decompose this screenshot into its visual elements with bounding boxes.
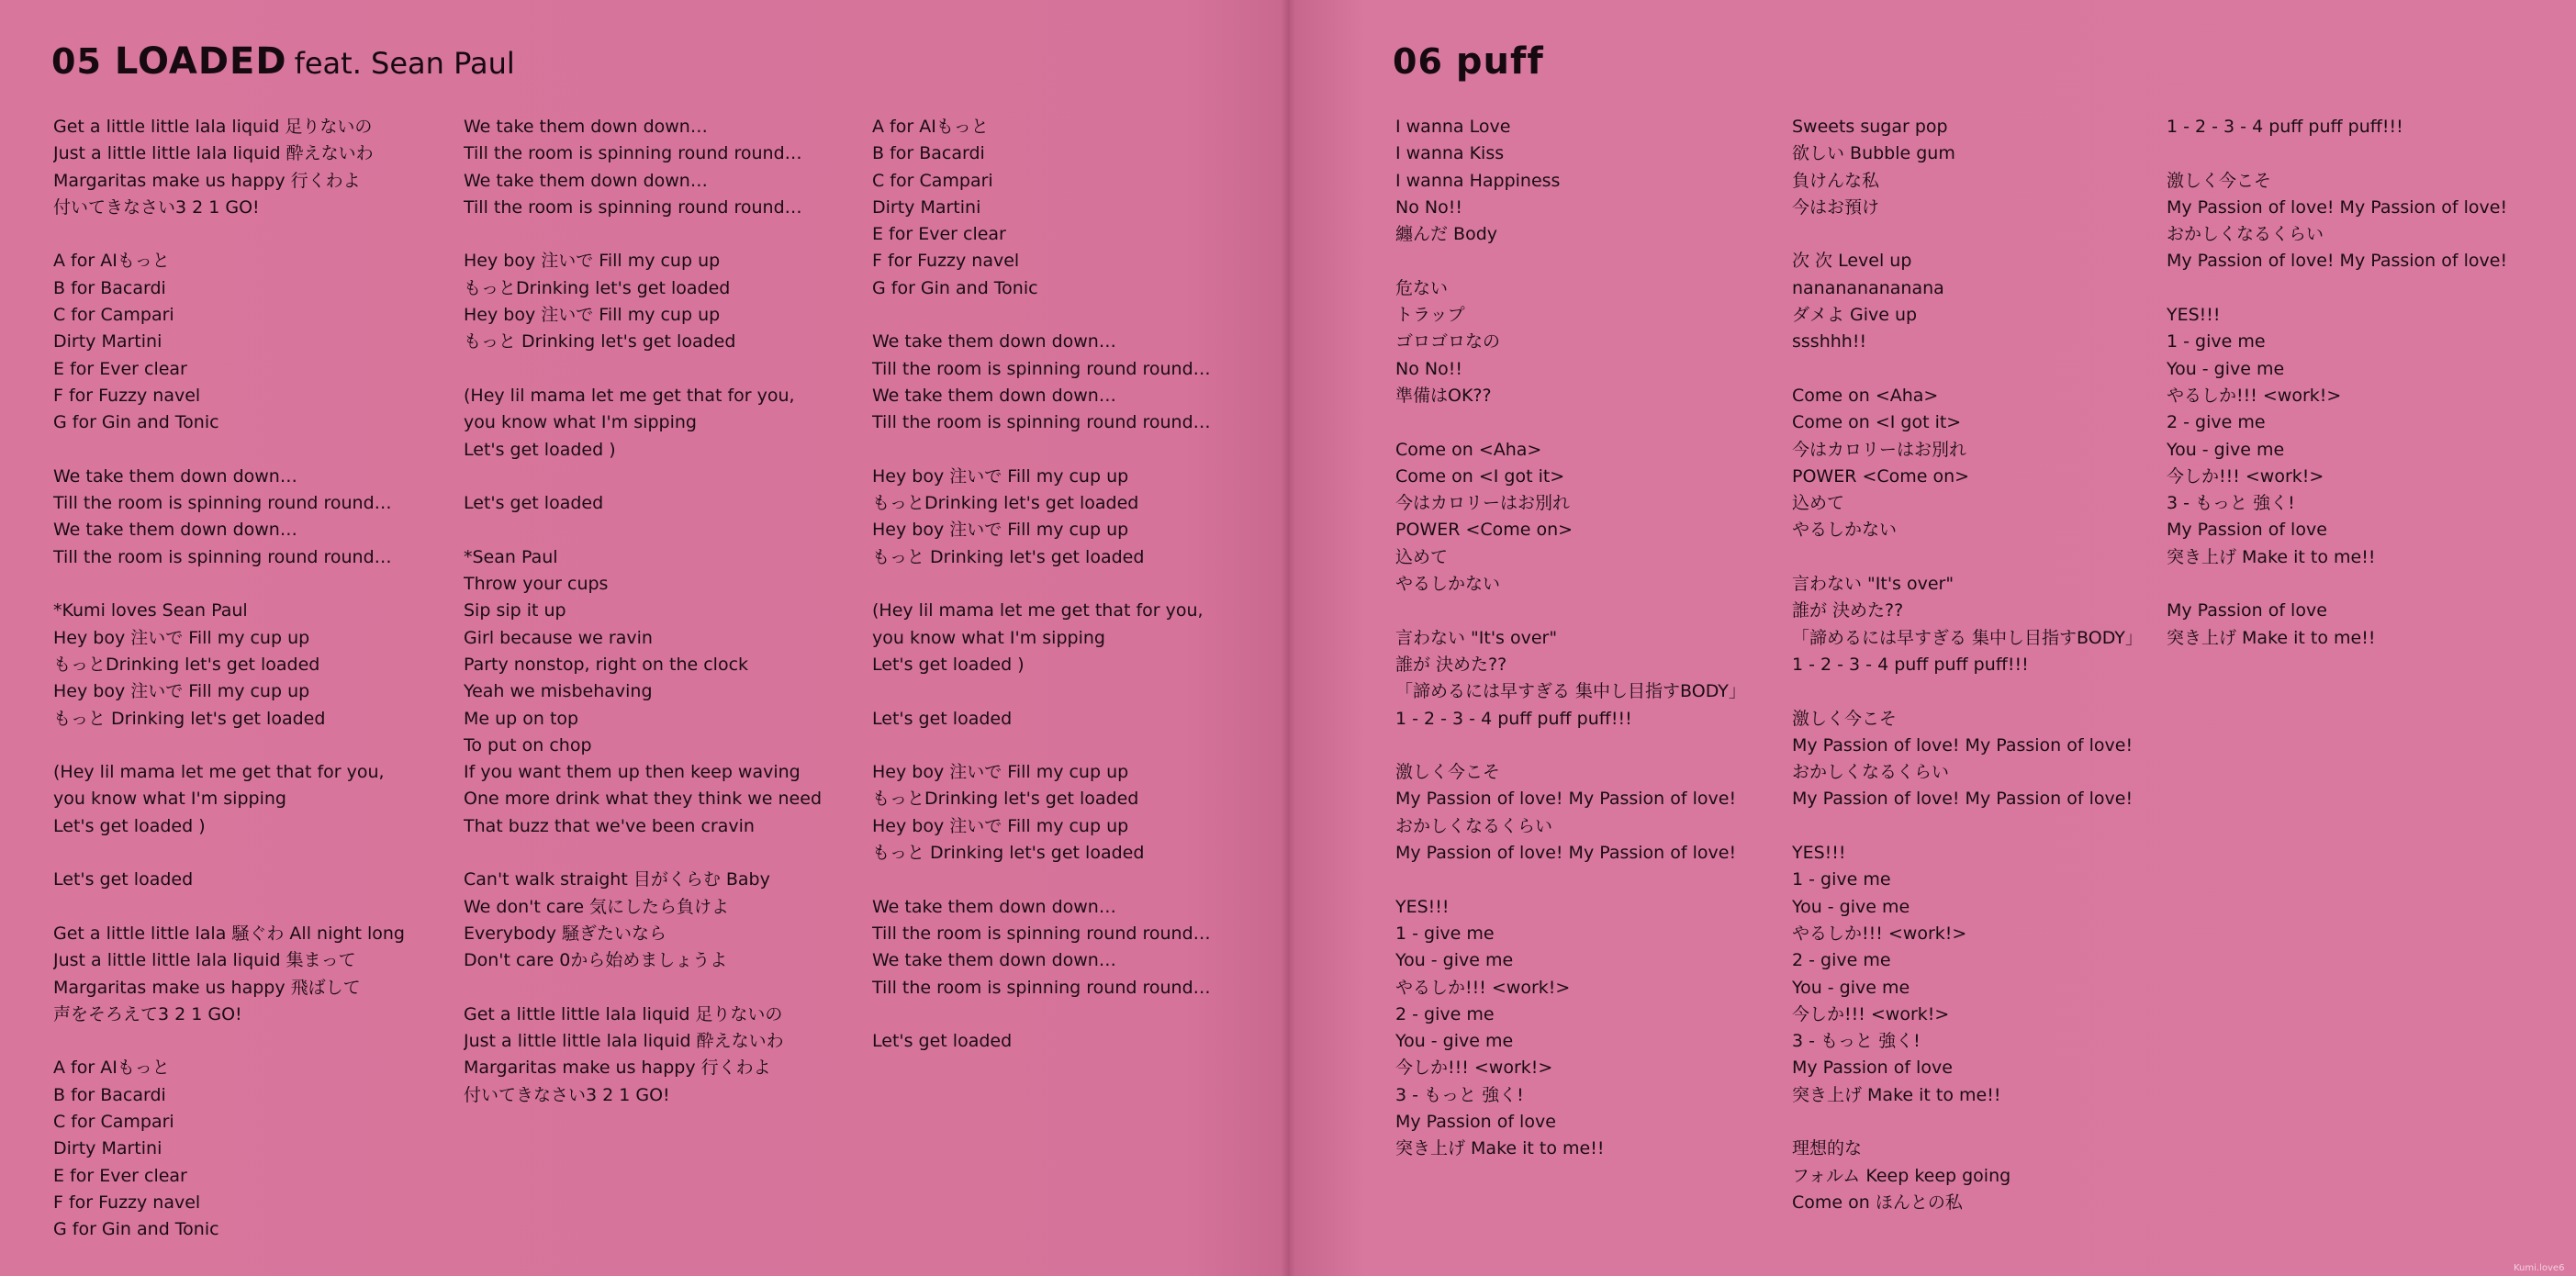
lyric-line: 込めて: [1792, 493, 1845, 514]
lyric-line: Hey boy 注いで Fill my cup up: [872, 465, 1129, 487]
lyric-line: [872, 302, 1276, 329]
lyric-line: 声をそろえて3 2 1 GO!: [53, 1003, 242, 1024]
lyric-line: やるしか!!! <work!>: [2167, 385, 2342, 406]
lyric-line: Till the room is spinning round round…: [53, 493, 392, 514]
lyric-line: you know what I'm sipping: [872, 627, 1105, 648]
lyric-line: We take them down down…: [872, 331, 1116, 353]
lyric-line: [1792, 678, 2196, 705]
lyric-line: Sweets sugar pop: [1792, 117, 1948, 137]
lyric-line: A for AIもっと: [872, 117, 989, 137]
lyric-line: 付いてきなさい3 2 1 GO!: [53, 196, 260, 218]
lyric-line: 今しか!!! <work!>: [1792, 1003, 1950, 1024]
lyric-line: Can't walk straight 目がくらむ Baby: [464, 869, 770, 890]
lyric-line: We take them down down…: [872, 896, 1116, 917]
lyric-line: YES!!!: [2167, 305, 2221, 326]
lyric-line: A for AIもっと: [53, 1058, 170, 1079]
song-title: puff: [1455, 40, 1544, 83]
lyric-line: Come on <I got it>: [1792, 412, 1962, 433]
lyric-line: Hey boy 注いで Fill my cup up: [53, 627, 310, 648]
lyric-line: 突き上げ Make it to me!!: [1792, 1084, 2001, 1105]
lyric-line: You - give me: [1395, 950, 1514, 971]
lyric-line: nanananananana: [1792, 277, 1944, 298]
lyric-line: [1792, 544, 2196, 571]
lyric-line: 今しか!!! <work!>: [2167, 465, 2324, 487]
lyric-line: Till the room is spinning round round…: [464, 143, 802, 164]
lyric-line: 2 - give me: [1792, 950, 1891, 971]
lyric-line: Hey boy 注いで Fill my cup up: [464, 305, 721, 326]
lyric-line: もっと Drinking let's get loaded: [53, 708, 326, 729]
lyric-line: You - give me: [1395, 1031, 1514, 1052]
lyric-line: Everybody 騒ぎたいなら: [464, 923, 667, 944]
lyric-line: 「諦めるには早すぎる 集中し目指すBODY」: [1395, 681, 1746, 702]
song-featuring: feat. Sean Paul: [294, 46, 515, 81]
lyric-line: [2167, 571, 2570, 598]
lyric-line: [53, 1028, 457, 1055]
lyric-line: We take them down down…: [53, 520, 297, 541]
lyric-line: おかしくなるくらい: [2167, 224, 2324, 245]
lyrics-column-5: [1792, 114, 2196, 1216]
lyric-line: フォルム Keep keep going: [1792, 1165, 2011, 1186]
lyric-line: [464, 517, 868, 543]
lyric-line: [872, 678, 1276, 705]
lyric-line: (Hey lil mama let me get that for you,: [53, 762, 385, 783]
lyric-line: 突き上げ Make it to me!!: [1395, 1138, 1605, 1159]
lyric-line: My Passion of love! My Passion of love!: [1395, 843, 1737, 864]
lyric-line: F for Fuzzy navel: [872, 251, 1020, 272]
lyric-line: 言わない "It's over": [1792, 574, 1954, 595]
lyric-line: ssshhh!!: [1792, 331, 1867, 353]
lyric-line: [1792, 1109, 2196, 1136]
lyric-line: [53, 840, 457, 867]
lyric-line: Come on <Aha>: [1395, 439, 1542, 460]
lyric-line: 付いてきなさい3 2 1 GO!: [464, 1084, 670, 1105]
lyric-line: E for Ever clear: [53, 358, 187, 379]
lyric-line: もっと Drinking let's get loaded: [872, 546, 1145, 567]
lyric-line: 込めて: [1395, 546, 1449, 567]
lyric-line: you know what I'm sipping: [464, 412, 697, 433]
lyric-line: Let's get loaded: [464, 493, 604, 514]
lyric-line: Till the room is spinning round round…: [53, 546, 392, 567]
lyric-line: 激しく今こそ: [2167, 170, 2272, 191]
lyric-line: 今はカロリーはお別れ: [1792, 439, 1967, 460]
lyric-line: Margaritas make us happy 行くわよ: [464, 1058, 771, 1079]
lyric-line: [53, 571, 457, 598]
lyric-line: [53, 437, 457, 464]
lyric-line: POWER <Come on>: [1792, 465, 1970, 487]
lyric-line: 纏んだ Body: [1395, 224, 1498, 245]
lyric-line: My Passion of love: [2167, 520, 2327, 541]
lyric-line: Don't care 0から始めましょうよ: [464, 950, 728, 971]
lyric-line: B for Bacardi: [872, 143, 985, 164]
lyric-line: 突き上げ Make it to me!!: [2167, 546, 2376, 567]
lyric-line: おかしくなるくらい: [1395, 815, 1553, 836]
lyric-line: I wanna Kiss: [1395, 143, 1505, 164]
lyric-line: Hey boy 注いで Fill my cup up: [872, 520, 1129, 541]
lyric-line: Me up on top: [464, 708, 579, 729]
lyric-line: (Hey lil mama let me get that for you,: [872, 600, 1204, 621]
lyric-line: My Passion of love! My Passion of love!: [2167, 251, 2508, 272]
lyric-line: Come on <I got it>: [1395, 465, 1565, 487]
lyric-line: Till the room is spinning round round…: [464, 196, 802, 218]
lyric-line: YES!!!: [1395, 896, 1450, 917]
lyric-line: YES!!!: [1792, 843, 1846, 864]
lyric-line: Hey boy 注いで Fill my cup up: [464, 251, 721, 272]
lyric-line: 今はカロリーはお別れ: [1395, 493, 1571, 514]
lyric-line: I wanna Happiness: [1395, 170, 1561, 191]
lyric-line: My Passion of love: [1792, 1058, 1953, 1079]
lyric-line: やるしか!!! <work!>: [1395, 977, 1571, 998]
lyric-line: My Passion of love! My Passion of love!: [2167, 196, 2508, 218]
lyric-line: To put on chop: [464, 734, 592, 756]
lyric-line: 負けんな私: [1792, 170, 1880, 191]
lyric-line: 今はお預け: [1792, 196, 1880, 218]
lyric-line: Hey boy 注いで Fill my cup up: [53, 681, 310, 702]
lyric-line: 2 - give me: [1395, 1003, 1495, 1024]
song-title: LOADED: [114, 40, 287, 83]
lyric-line: [1395, 867, 1799, 893]
lyric-line: やるしか!!! <work!>: [1792, 923, 1967, 944]
lyric-line: ダメよ Give up: [1792, 305, 1918, 326]
lyric-line: Party nonstop, right on the clock: [464, 654, 749, 675]
lyrics-column-3: [872, 114, 1276, 1055]
lyric-line: [872, 1002, 1276, 1028]
lyric-line: Just a little little lala liquid 集まって: [53, 950, 356, 971]
lyric-line: [464, 464, 868, 490]
lyric-line: 1 - give me: [1395, 923, 1495, 944]
lyric-line: One more drink what they think we need: [464, 789, 823, 810]
lyric-line: Get a little little lala liquid 足りないの: [464, 1003, 783, 1024]
lyric-line: you know what I'm sipping: [53, 789, 286, 810]
lyric-line: 1 - 2 - 3 - 4 puff puff puff!!!: [1395, 708, 1632, 729]
lyric-line: [1792, 813, 2196, 840]
lyric-line: Just a little little lala liquid 酔えないわ: [464, 1031, 784, 1052]
lyric-line: You - give me: [2167, 439, 2285, 460]
lyric-line: F for Fuzzy navel: [53, 385, 201, 406]
lyric-line: Till the room is spinning round round…: [872, 412, 1211, 433]
lyric-line: 1 - give me: [2167, 331, 2266, 353]
lyric-line: [53, 894, 457, 921]
lyric-line: [872, 867, 1276, 893]
lyric-line: 「諦めるには早すぎる 集中し目指すBODY」: [1792, 627, 2143, 648]
lyric-line: ゴロゴロなの: [1395, 331, 1501, 353]
lyric-line: I wanna Love: [1395, 117, 1511, 137]
lyric-line: Girl because we ravin: [464, 627, 653, 648]
lyric-line: 3 - もっと 強く!: [1395, 1084, 1524, 1105]
lyric-line: 理想的な: [1792, 1138, 1863, 1159]
lyric-line: 1 - give me: [1792, 869, 1891, 890]
lyric-line: You - give me: [2167, 358, 2285, 379]
lyric-line: Hey boy 注いで Fill my cup up: [872, 762, 1129, 783]
lyric-line: We take them down down…: [464, 117, 708, 137]
lyric-line: [1395, 598, 1799, 624]
lyric-line: 欲しい Bubble gum: [1792, 143, 1955, 164]
song-header-puff: [1393, 39, 1544, 84]
lyric-line: Let's get loaded: [53, 869, 194, 890]
lyric-line: E for Ever clear: [53, 1165, 187, 1186]
lyric-line: 3 - もっと 強く!: [1792, 1031, 1921, 1052]
lyric-line: C for Campari: [53, 1111, 174, 1132]
lyric-line: If you want them up then keep waving: [464, 762, 801, 783]
lyric-line: Let's get loaded: [872, 708, 1013, 729]
lyric-line: We take them down down…: [872, 950, 1116, 971]
lyric-line: No No!!: [1395, 196, 1462, 218]
lyric-line: [464, 975, 868, 1002]
lyric-line: You - give me: [1792, 977, 1910, 998]
lyric-line: *Kumi loves Sean Paul: [53, 600, 248, 621]
lyric-line: No No!!: [1395, 358, 1462, 379]
lyric-line: 1 - 2 - 3 - 4 puff puff puff!!!: [2167, 117, 2403, 137]
lyric-line: E for Ever clear: [872, 224, 1006, 245]
lyric-line: My Passion of love! My Passion of love!: [1792, 789, 2134, 810]
lyric-line: My Passion of love: [1395, 1111, 1556, 1132]
lyric-line: Yeah we misbehaving: [464, 681, 653, 702]
lyric-line: Dirty Martini: [53, 1138, 162, 1159]
lyric-line: Margaritas make us happy 飛ばして: [53, 977, 361, 998]
lyric-line: [872, 571, 1276, 598]
lyric-line: Sip sip it up: [464, 600, 566, 621]
lyric-line: [872, 733, 1276, 759]
lyric-line: 激しく今こそ: [1792, 708, 1898, 729]
lyric-line: もっと Drinking let's get loaded: [872, 843, 1145, 864]
lyric-line: G for Gin and Tonic: [53, 412, 219, 433]
lyric-line: We don't care 気にしたら負けよ: [464, 896, 730, 917]
lyric-line: Get a little little lala 騒ぐわ All night long: [53, 923, 405, 944]
lyric-line: B for Bacardi: [53, 1084, 166, 1105]
scan-credit: Kumi.love6: [2514, 1263, 2565, 1273]
lyric-line: [2167, 140, 2570, 167]
lyric-line: Throw your cups: [464, 574, 609, 595]
lyric-line: [872, 437, 1276, 464]
lyric-line: Let's get loaded ): [53, 815, 206, 836]
lyric-line: Just a little little lala liquid 酔えないわ: [53, 143, 374, 164]
lyric-line: [2167, 275, 2570, 302]
lyric-line: もっとDrinking let's get loaded: [872, 789, 1139, 810]
song-header-loaded: [51, 39, 515, 84]
lyric-line: [464, 840, 868, 867]
lyric-line: You - give me: [1792, 896, 1910, 917]
lyric-line: [53, 733, 457, 759]
lyric-line: C for Campari: [872, 170, 993, 191]
lyric-line: 突き上げ Make it to me!!: [2167, 627, 2376, 648]
lyric-line: Dirty Martini: [872, 196, 981, 218]
lyric-line: もっとDrinking let's get loaded: [53, 654, 320, 675]
lyric-line: やるしかない: [1395, 574, 1501, 595]
lyric-line: [1395, 248, 1799, 274]
lyric-line: We take them down down…: [464, 170, 708, 191]
lyric-line: My Passion of love! My Passion of love!: [1792, 734, 2134, 756]
lyric-line: Hey boy 注いで Fill my cup up: [872, 815, 1129, 836]
lyric-line: 激しく今こそ: [1395, 762, 1501, 783]
lyric-line: 今しか!!! <work!>: [1395, 1058, 1553, 1079]
lyric-line: Till the room is spinning round round…: [872, 923, 1211, 944]
lyric-line: Till the room is spinning round round…: [872, 977, 1211, 998]
lyrics-column-2: [464, 114, 868, 1109]
lyric-line: C for Campari: [53, 305, 174, 326]
lyric-line: もっと Drinking let's get loaded: [464, 331, 736, 353]
lyric-line: Come on <Aha>: [1792, 385, 1939, 406]
lyric-line: A for AIもっと: [53, 251, 170, 272]
lyric-line: 危ない: [1395, 277, 1449, 298]
lyric-line: [1792, 356, 2196, 383]
lyric-line: Come on ほんとの私: [1792, 1192, 1963, 1213]
lyric-line: Let's get loaded ): [872, 654, 1025, 675]
lyric-line: Let's get loaded ): [464, 439, 616, 460]
lyric-line: Till the room is spinning round round…: [872, 358, 1211, 379]
lyric-line: [1792, 221, 2196, 248]
lyric-line: POWER <Come on>: [1395, 520, 1574, 541]
lyric-line: G for Gin and Tonic: [53, 1219, 219, 1240]
lyric-line: B for Bacardi: [53, 277, 166, 298]
lyric-line: Let's get loaded: [872, 1031, 1013, 1052]
lyric-line: トラップ: [1395, 305, 1465, 326]
lyric-line: 準備はOK??: [1395, 385, 1492, 406]
lyric-line: Get a little little lala liquid 足りないの: [53, 117, 373, 137]
lyric-line: 言わない "It's over": [1395, 627, 1558, 648]
lyric-line: 誰が 決めた??: [1395, 654, 1507, 675]
lyric-line: F for Fuzzy navel: [53, 1192, 201, 1213]
lyric-line: [53, 221, 457, 248]
lyric-line: 次 次 Level up: [1792, 251, 1912, 272]
lyric-line: やるしかない: [1792, 520, 1898, 541]
lyric-line: (Hey lil mama let me get that for you,: [464, 385, 795, 406]
booklet-fold: [1281, 0, 1295, 1276]
lyric-line: *Sean Paul: [464, 546, 558, 567]
lyric-line: Margaritas make us happy 行くわよ: [53, 170, 361, 191]
track-number: 05: [51, 41, 102, 82]
lyric-line: We take them down down…: [872, 385, 1116, 406]
lyric-line: G for Gin and Tonic: [872, 277, 1038, 298]
lyric-line: We take them down down…: [53, 465, 297, 487]
lyric-line: That buzz that we've been cravin: [464, 815, 755, 836]
lyric-line: おかしくなるくらい: [1792, 762, 1950, 783]
lyric-line: My Passion of love: [2167, 600, 2327, 621]
lyric-line: 3 - もっと 強く!: [2167, 493, 2295, 514]
lyric-line: Dirty Martini: [53, 331, 162, 353]
lyric-line: My Passion of love! My Passion of love!: [1395, 789, 1737, 810]
lyric-line: [464, 221, 868, 248]
lyrics-column-1: [53, 114, 457, 1243]
track-number: 06: [1393, 41, 1443, 82]
lyric-line: [1395, 733, 1799, 759]
lyric-line: 2 - give me: [2167, 412, 2266, 433]
lyric-line: [1395, 409, 1799, 436]
lyrics-column-4: [1395, 114, 1799, 1163]
lyric-line: 誰が 決めた??: [1792, 600, 1904, 621]
lyric-line: 1 - 2 - 3 - 4 puff puff puff!!!: [1792, 654, 2029, 675]
lyric-line: もっとDrinking let's get loaded: [464, 277, 731, 298]
lyrics-column-6: [2167, 114, 2570, 652]
lyric-line: [464, 356, 868, 383]
lyric-line: もっとDrinking let's get loaded: [872, 493, 1139, 514]
